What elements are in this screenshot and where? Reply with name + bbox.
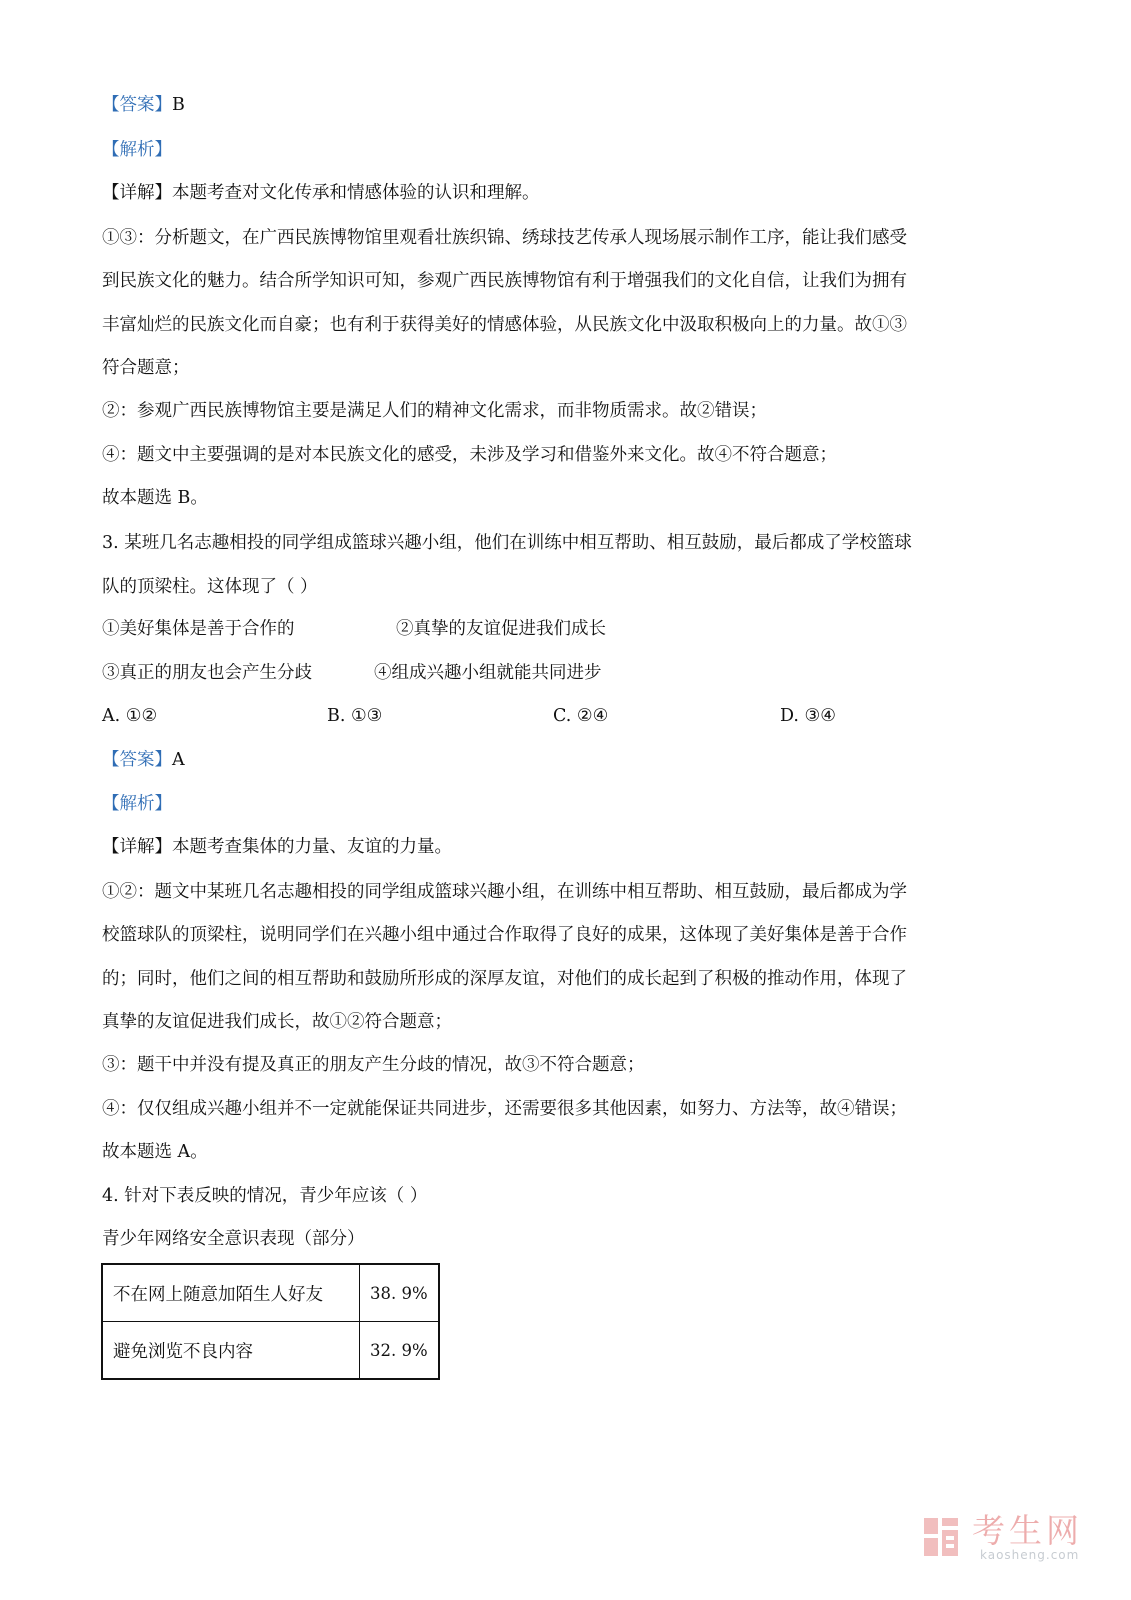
table-row [102,1322,439,1380]
answer-label: 【答案】 [102,95,172,115]
answer-value: A [172,750,185,770]
q3-statement-2: ②真挚的友谊促进我们成长 [396,619,606,639]
q3-stem-line2: 队的顶梁柱。这体现了（ ） [102,577,318,597]
q3-conclusion: 故本题选 A。 [102,1142,208,1162]
q4-table-caption: 青少年网络安全意识表现（部分） [102,1229,365,1249]
q2-answer-line [102,92,185,118]
q3-option-a: A. ①② [102,706,158,726]
q3-para1-line1: ①②：题文中某班几名志趣相投的同学组成篮球兴趣小组，在训练中相互帮助、相互鼓励，最后都成为学 [102,882,907,902]
q3-option-c: C. ②④ [553,706,609,726]
answer-value: B [172,95,185,115]
watermark [922,1512,1102,1564]
table-cell-label: 避免浏览不良内容 [102,1322,360,1380]
q2-para1-line3: 丰富灿烂的民族文化而自豪；也有利于获得美好的情感体验，从民族文化中汲取积极向上的力量。故①③ [102,315,907,335]
q4-stem: 4. 针对下表反映的情况，青少年应该（ ） [102,1186,428,1206]
q3-statement-1: ①美好集体是善于合作的 [102,619,295,639]
q3-para1-line3: 的；同时，他们之间的相互帮助和鼓励所形成的深厚友谊，对他们的成长起到了积极的推动作用，体现了 [102,969,907,989]
q3-para1-line4: 真挚的友谊促进我们成长，故①②符合题意； [102,1012,452,1032]
q2-detail-line [102,180,540,206]
q2-para1-line4: 符合题意； [102,358,190,378]
q3-answer-line [102,747,185,773]
watermark-url: kaosheng.com [980,1548,1080,1562]
watermark-text: 考生网 [972,1511,1083,1550]
table-cell-value: 32. 9% [360,1322,439,1380]
q3-detail-line [102,834,452,860]
q3-stem-line1: 3. 某班几名志趣相投的同学组成篮球兴趣小组，他们在训练中相互帮助、相互鼓励，最后都成了学校篮球 [102,533,912,553]
q3-option-b: B. ①③ [327,706,383,726]
q2-analysis-label: 【解析】 [102,140,172,160]
q3-analysis-label: 【解析】 [102,794,172,814]
watermark-logo-icon [922,1514,962,1560]
q2-para1-line2: 到民族文化的魅力。结合所学知识可知，参观广西民族博物馆有利于增强我们的文化自信，让我们为拥有 [102,271,907,291]
q3-statement-4: ④组成兴趣小组就能共同进步 [374,663,602,683]
answer-label: 【答案】 [102,750,172,770]
table-cell-label: 不在网上随意加陌生人好友 [102,1264,360,1322]
detail-text: 本题考查集体的力量、友谊的力量。 [172,837,452,857]
q2-para2: ②：参观广西民族博物馆主要是满足人们的精神文化需求，而非物质需求。故②错误； [102,401,767,421]
q2-conclusion: 故本题选 B。 [102,488,208,508]
detail-text: 本题考查对文化传承和情感体验的认识和理解。 [172,183,540,203]
table-cell-value: 38. 9% [360,1264,439,1322]
q3-para3: ④：仅仅组成兴趣小组并不一定就能保证共同进步，还需要很多其他因素，如努力、方法等，故④错误； [102,1099,907,1119]
q4-data-table [101,1263,440,1380]
q3-para1-line2: 校篮球队的顶梁柱，说明同学们在兴趣小组中通过合作取得了良好的成果，这体现了美好集体是善于合作 [102,925,907,945]
q3-option-d: D. ③④ [780,706,836,726]
detail-label: 【详解】 [102,183,172,203]
q2-para1-line1: ①③：分析题文，在广西民族博物馆里观看壮族织锦、绣球技艺传承人现场展示制作工序，能让我们感受 [102,228,907,248]
q3-para2: ③：题干中并没有提及真正的朋友产生分歧的情况，故③不符合题意； [102,1055,645,1075]
q3-statement-3: ③真正的朋友也会产生分歧 [102,663,312,683]
q2-para3: ④：题文中主要强调的是对本民族文化的感受，未涉及学习和借鉴外来文化。故④不符合题意； [102,445,837,465]
table-row [102,1264,439,1322]
detail-label: 【详解】 [102,837,172,857]
